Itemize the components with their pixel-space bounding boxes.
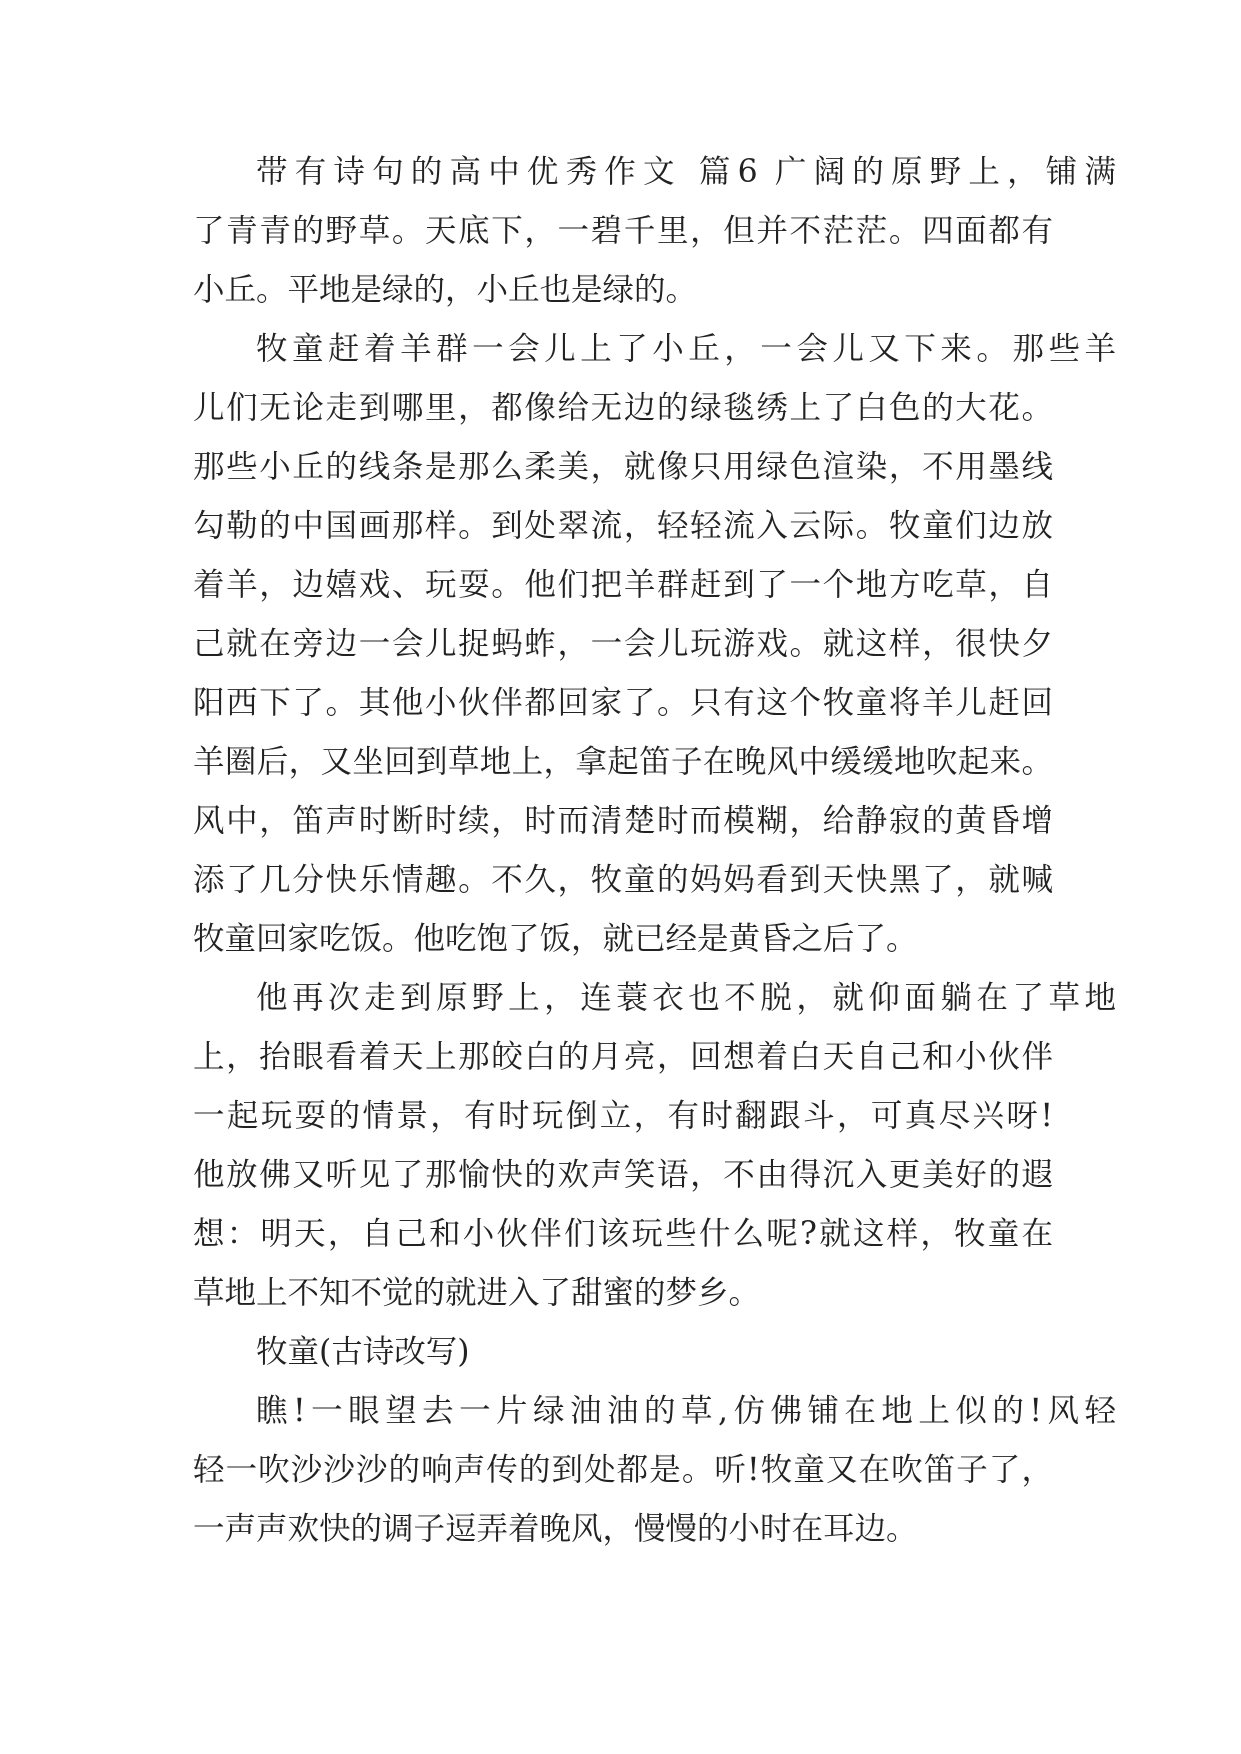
section-heading: 牧童(古诗改写) (256, 1334, 470, 1370)
text-line: 着羊，边嬉戏、玩耍。他们把羊群赶到了一个地方吃草，自 (193, 567, 1053, 603)
text-line: 风中，笛声时断时续，时而清楚时而模糊，给静寂的黄昏增 (193, 803, 1053, 839)
text-line: 羊圈后，又坐回到草地上，拿起笛子在晚风中缓缓地吹起来。 (193, 744, 1053, 780)
text-line: 了青青的野草。天底下，一碧千里，但并不茫茫。四面都有 (193, 213, 1053, 249)
text-line: 一声声欢快的调子逗弄着晚风，慢慢的小时在耳边。 (193, 1511, 918, 1547)
text-line: 轻一吹沙沙沙的响声传的到处都是。听!牧童又在吹笛子了， (193, 1452, 1053, 1488)
text-line: 上，抬眼看着天上那皎白的月亮，回想着白天自己和小伙伴 (193, 1039, 1053, 1075)
text-line: 他再次走到原野上，连蓑衣也不脱，就仰面躺在了草地 (256, 980, 1116, 1016)
text-line: 阳西下了。其他小伙伴都回家了。只有这个牧童将羊儿赶回 (193, 685, 1053, 721)
text-line: 己就在旁边一会儿捉蚂蚱，一会儿玩游戏。就这样，很快夕 (193, 626, 1053, 662)
text-line: 想：明天，自己和小伙伴们该玩些什么呢?就这样，牧童在 (193, 1216, 1053, 1252)
text-line: 小丘。平地是绿的，小丘也是绿的。 (193, 272, 698, 308)
text-line: 瞧!一眼望去一片绿油油的草,仿佛铺在地上似的!风轻 (256, 1393, 1116, 1429)
text-line: 带有诗句的高中优秀作文 篇6 广阔的原野上，铺满 (256, 154, 1116, 190)
text-line: 牧童回家吃饭。他吃饱了饭，就已经是黄昏之后了。 (193, 921, 918, 957)
text-line: 勾勒的中国画那样。到处翠流，轻轻流入云际。牧童们边放 (193, 508, 1053, 544)
text-line: 牧童赶着羊群一会儿上了小丘，一会儿又下来。那些羊 (256, 331, 1116, 367)
text-line: 一起玩耍的情景，有时玩倒立，有时翻跟斗，可真尽兴呀! (193, 1098, 1053, 1134)
text-line: 那些小丘的线条是那么柔美，就像只用绿色渲染，不用墨线 (193, 449, 1053, 485)
text-line: 草地上不知不觉的就进入了甜蜜的梦乡。 (193, 1275, 761, 1311)
text-line: 儿们无论走到哪里，都像给无边的绿毯绣上了白色的大花。 (193, 390, 1053, 426)
text-line: 他放佛又听见了那愉快的欢声笑语，不由得沉入更美好的遐 (193, 1157, 1053, 1193)
text-line: 添了几分快乐情趣。不久，牧童的妈妈看到天快黑了，就喊 (193, 862, 1053, 898)
